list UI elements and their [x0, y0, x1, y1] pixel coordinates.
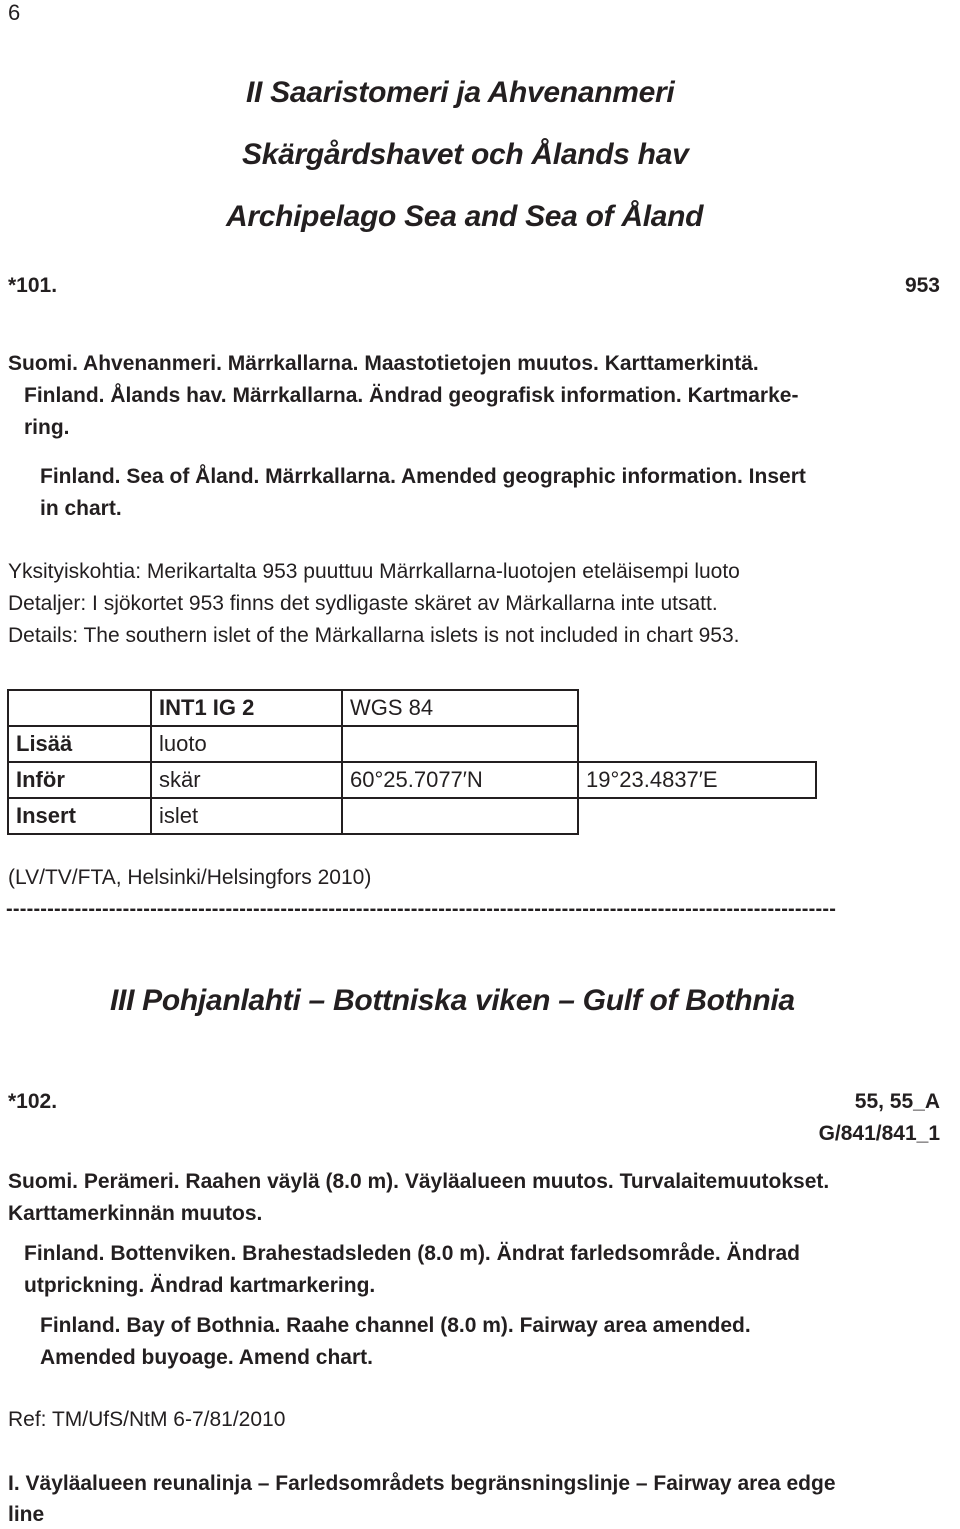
notice-charts: 953	[904, 274, 940, 297]
row-label: Lisää	[8, 726, 151, 762]
notice-text-sv-line1: Finland. Bottenviken. Brahestadsleden (8.0 m). Ändrat farledsområde. Ändrad	[24, 1242, 800, 1265]
notice-text-fi-line2: Karttamerkinnän muutos.	[8, 1202, 263, 1225]
table-row	[8, 762, 816, 798]
notice-text-en-line1: Finland. Bay of Bothnia. Raahe channel (8.0 m). Fairway area amended.	[40, 1314, 751, 1337]
table-header-datum: INT1 IG 2	[151, 690, 342, 726]
page-number: 6	[8, 0, 21, 25]
table-row	[8, 798, 816, 834]
reference-line: Ref: TM/UfS/NtM 6-7/81/2010	[8, 1408, 286, 1431]
row-object: islet	[151, 798, 342, 834]
row-object: luoto	[151, 726, 342, 762]
notice-text-sv-line1: Finland. Ålands hav. Märrkallarna. Ändrad geografisk information. Kartmarke-	[24, 384, 799, 407]
notice-text-en-line2: Amended buyoage. Amend chart.	[40, 1346, 373, 1369]
row-label: Inför	[8, 762, 151, 798]
notice-text-sv-line2: utprickning. Ändrad kartmarkering.	[24, 1274, 376, 1297]
separator-line: -------------------------------------------------------------------------------------------------------------------------	[6, 898, 837, 920]
row-lat	[342, 726, 578, 762]
notice-text-en-line1: Finland. Sea of Åland. Märrkallarna. Amended geographic information. Insert	[40, 465, 806, 488]
source-line: (LV/TV/FTA, Helsinki/Helsingfors 2010)	[8, 866, 372, 889]
item-heading-line2: line	[8, 1503, 45, 1526]
row-lon: 19°23.4837′E	[578, 762, 816, 798]
details-en: Details: The southern islet of the Märkallarna islets is not included in chart 953.	[8, 624, 740, 647]
row-lat	[342, 798, 578, 834]
notice-number: *102.	[8, 1090, 58, 1113]
notice-text-fi: Suomi. Ahvenanmeri. Märrkallarna. Maastotietojen muutos. Karttamerkintä.	[8, 352, 759, 375]
section-title-sv: Skärgårdshavet och Ålands hav	[242, 138, 689, 171]
row-object: skär	[151, 762, 342, 798]
notice-number: *101.	[8, 274, 58, 297]
details-fi: Yksityiskohtia: Merikartalta 953 puuttuu Märrkallarna-luotojen eteläisempi luoto	[8, 560, 740, 583]
section-title-en: Archipelago Sea and Sea of Åland	[226, 200, 704, 233]
notice-text-fi-line1: Suomi. Perämeri. Raahen väylä (8.0 m). Väyläalueen muutos. Turvalaitemuutokset.	[8, 1170, 830, 1193]
notice-charts-line1: 55, 55_A	[854, 1090, 940, 1113]
table-header-wgs: WGS 84	[342, 690, 578, 726]
notice-charts-line2: G/841/841_1	[818, 1122, 940, 1145]
row-lon	[578, 726, 816, 762]
table-row	[8, 726, 816, 762]
section-title-gulf: III Pohjanlahti – Bottniska viken – Gulf of Bothnia	[110, 984, 795, 1017]
notice-text-en-line2: in chart.	[40, 497, 122, 520]
table-cell-empty	[578, 690, 816, 726]
table-cell	[8, 690, 151, 726]
row-lat: 60°25.7077′N	[342, 762, 578, 798]
section-title-fi: II Saaristomeri ja Ahvenanmeri	[246, 76, 675, 109]
row-label: Insert	[8, 798, 151, 834]
insert-table	[7, 689, 817, 835]
details-sv: Detaljer: I sjökortet 953 finns det sydligaste skäret av Märkallarna inte utsatt.	[8, 592, 718, 615]
item-heading-line1: I. Väyläalueen reunalinja – Farledsområdets begränsningslinje – Fairway area edge	[8, 1472, 836, 1495]
row-lon	[578, 798, 816, 834]
notice-text-sv-line2: ring.	[24, 416, 70, 439]
table-header-row	[8, 690, 816, 726]
